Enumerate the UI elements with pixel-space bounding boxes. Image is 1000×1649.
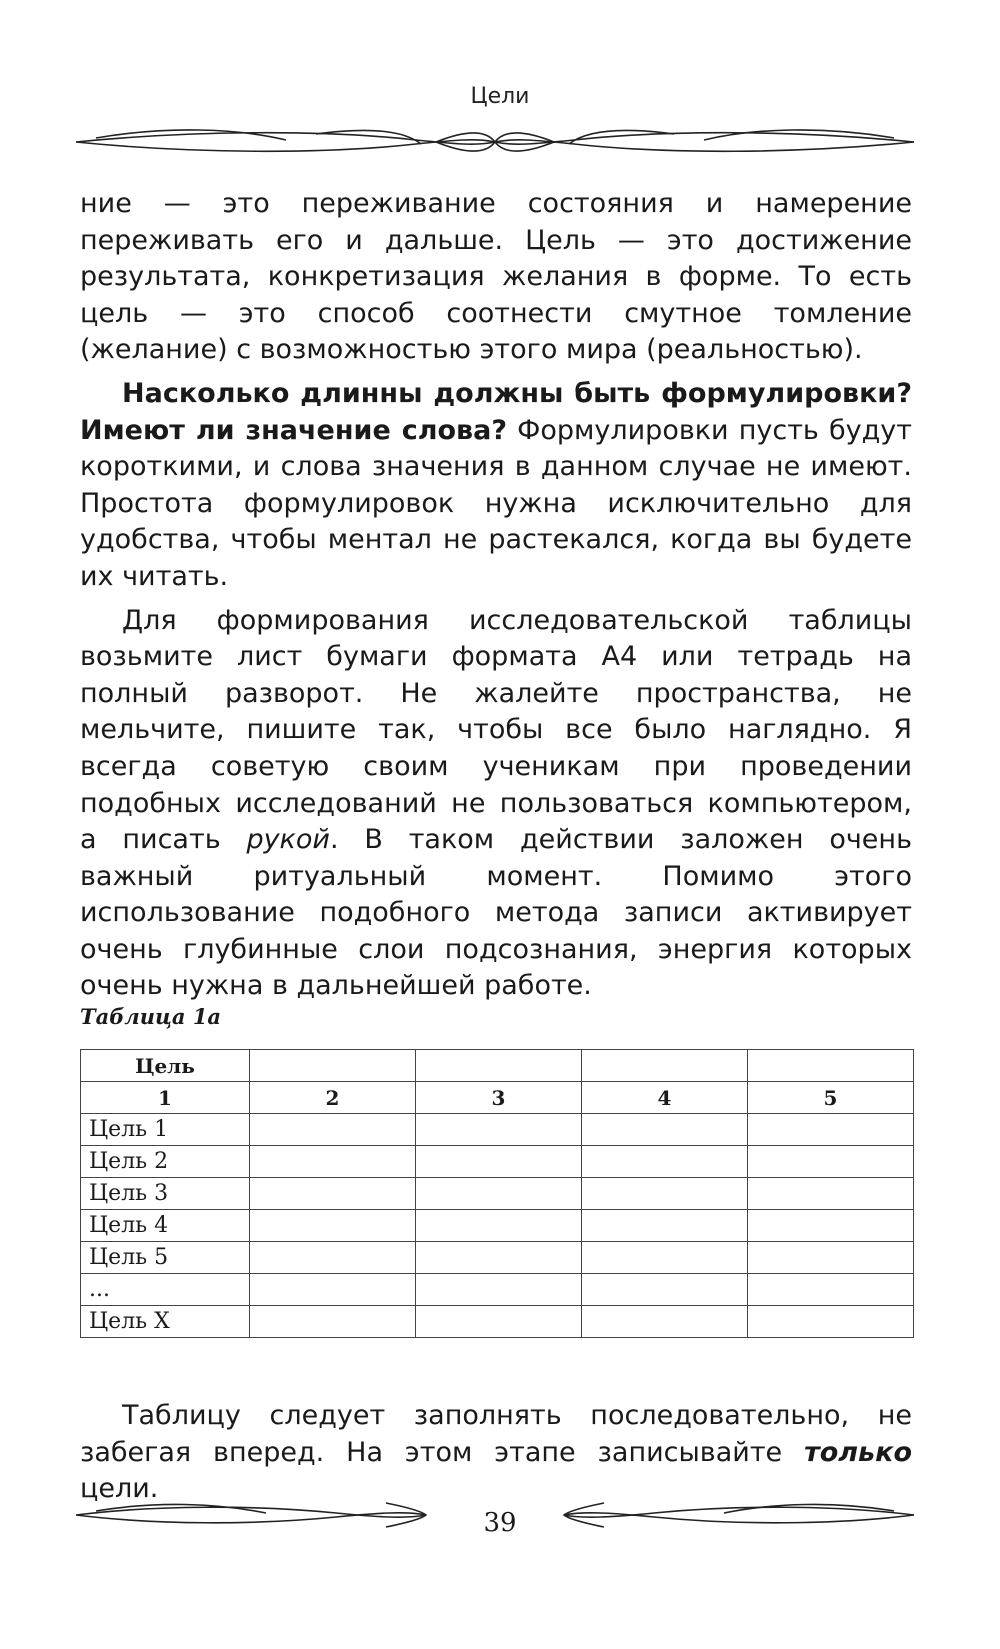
header-cell-goal: Цель [81, 1050, 250, 1082]
paragraph-2 [80, 376, 912, 596]
running-title: Цели [470, 84, 530, 109]
table-cell [416, 1178, 582, 1210]
table-row [81, 1146, 914, 1178]
table-cell [416, 1146, 582, 1178]
table-cell [416, 1210, 582, 1242]
table-row [81, 1114, 914, 1146]
row-label: ... [81, 1274, 250, 1306]
body-text [80, 186, 912, 1012]
row-label: Цель 4 [81, 1210, 250, 1242]
table-cell [250, 1274, 416, 1306]
paragraph-3-text-a: Для формирования исследовательской таблицы возьмите лист бумаги формата А4 или тетрадь на полный разворот. Не жалейте пространства, не мельчите, пишите так, чтобы все было наглядно. Я всегда советую своим ученикам при проведении подобных исследований не пользоваться компьютером, а писать [80, 604, 912, 856]
table-cell [250, 1050, 416, 1082]
table-row [81, 1242, 914, 1274]
row-label: Цель 3 [81, 1178, 250, 1210]
table-column-number-row [81, 1082, 914, 1114]
table-row [81, 1210, 914, 1242]
bottom-ornament-right [554, 1497, 914, 1533]
emphasis-only: только [804, 1436, 912, 1468]
closing-text-b: цели. [80, 1473, 159, 1505]
table-cell [748, 1114, 914, 1146]
closing-text-a: Таблицу следует заполнять последовательно, не забегая вперед. На этом этапе записывайте [80, 1400, 912, 1468]
column-number: 4 [582, 1082, 748, 1114]
table-cell [748, 1274, 914, 1306]
row-label: Цель 2 [81, 1146, 250, 1178]
table-cell [250, 1210, 416, 1242]
row-label: Цель 5 [81, 1242, 250, 1274]
table-cell [582, 1306, 748, 1338]
paragraph-3 [80, 603, 912, 1006]
table-cell [582, 1114, 748, 1146]
table-cell [748, 1306, 914, 1338]
table-cell [582, 1050, 748, 1082]
column-number: 2 [250, 1082, 416, 1114]
table-cell [582, 1242, 748, 1274]
closing-text [80, 1398, 912, 1508]
table-cell [416, 1114, 582, 1146]
table-cell [748, 1178, 914, 1210]
column-number: 5 [748, 1082, 914, 1114]
table-cell [250, 1114, 416, 1146]
paragraph-2-text: Формулировки пусть будут короткими, и слова значения в данном случае не имеют. Простота формулировок нужна исключительно для удобства, чтобы ментал не растекался, когда вы будете их читать. [80, 414, 912, 592]
table-cell [416, 1274, 582, 1306]
table-cell [582, 1178, 748, 1210]
row-label: Цель 1 [81, 1114, 250, 1146]
paragraph-3-text-b: . В таком действии заложен очень важный ритуальный момент. Помимо этого использование подобного метода записи активирует очень глубинные слои подсознания, энергия которых очень нужна в дальнейшей работе. [80, 824, 912, 1002]
table-row [81, 1306, 914, 1338]
table-cell [582, 1210, 748, 1242]
row-label: Цель X [81, 1306, 250, 1338]
table-caption: Таблица 1а [80, 1004, 222, 1029]
column-number: 1 [81, 1082, 250, 1114]
table-cell [250, 1306, 416, 1338]
table-cell [582, 1274, 748, 1306]
table-top-header-row [81, 1050, 914, 1082]
table-cell [748, 1242, 914, 1274]
page-number: 39 [483, 1508, 517, 1538]
table-cell [250, 1242, 416, 1274]
table-cell [416, 1050, 582, 1082]
top-ornament-divider [76, 124, 914, 160]
question-bold: Насколько длинны должны быть формулировки? Имеют ли значение слова? [80, 377, 912, 446]
paragraph-1: ние — это переживание состояния и намерение переживать его и дальше. Цель — это достижение результата, конкретизация желания в форме. То есть цель — это способ соотнести смутное томление (желание) с возможностью этого мира (реальностью). [80, 188, 912, 366]
table-cell [416, 1306, 582, 1338]
table-row [81, 1274, 914, 1306]
table-cell [748, 1210, 914, 1242]
table-cell [748, 1146, 914, 1178]
table-cell [416, 1242, 582, 1274]
closing-paragraph [80, 1398, 912, 1508]
table-cell [748, 1050, 914, 1082]
goals-table [80, 1049, 914, 1338]
table-row [81, 1178, 914, 1210]
table-cell [250, 1178, 416, 1210]
table-cell [250, 1146, 416, 1178]
emphasis-by-hand: рукой [246, 824, 330, 856]
table-cell [582, 1146, 748, 1178]
column-number: 3 [416, 1082, 582, 1114]
